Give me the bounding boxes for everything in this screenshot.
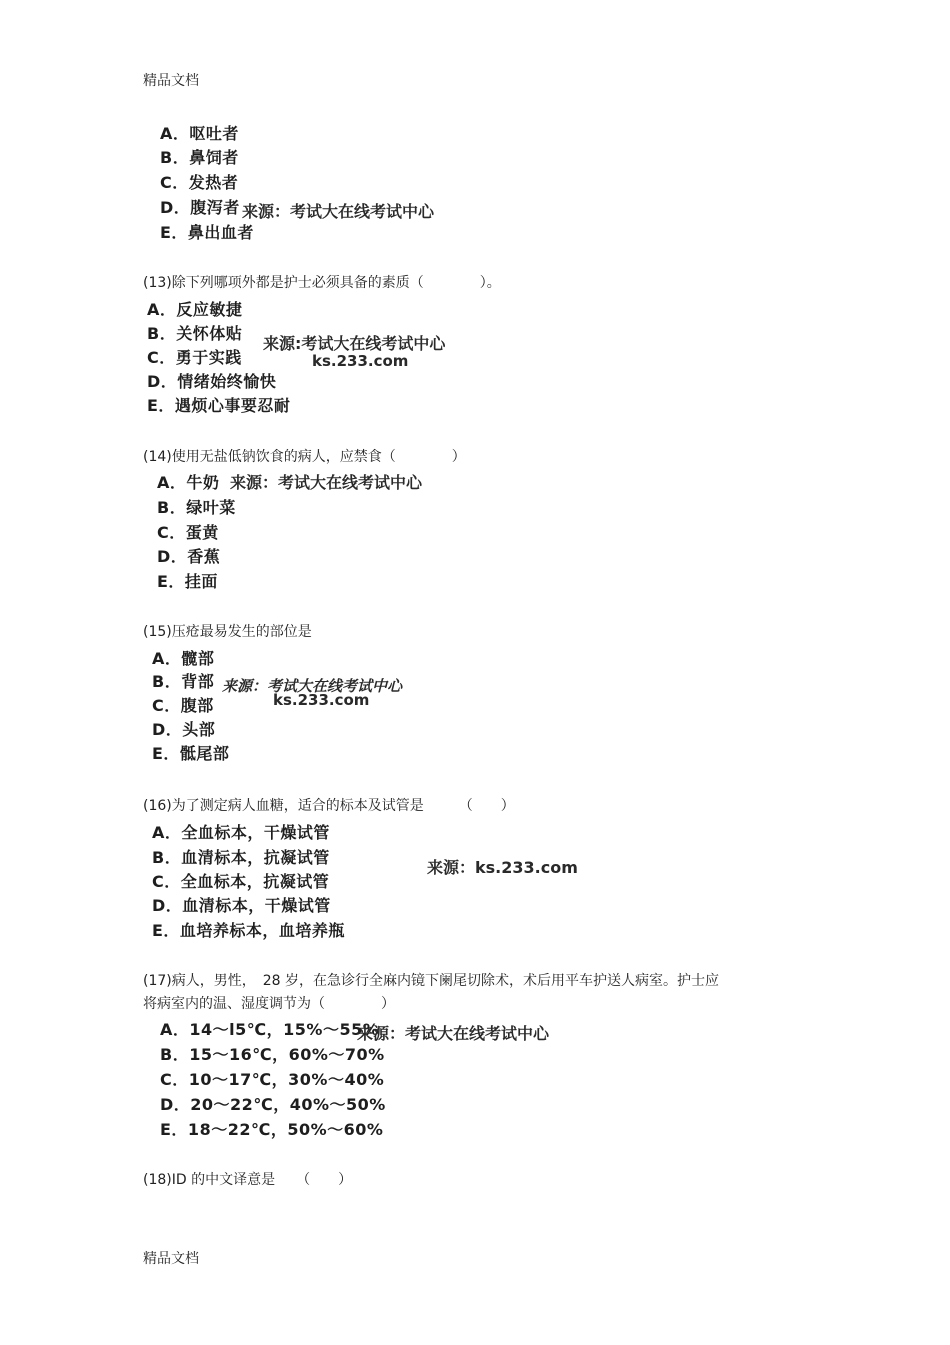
option-d: D．20～22℃，40%～50%: [160, 1095, 386, 1114]
option-c: C．蛋黄: [157, 523, 219, 542]
question-text: (13)除下列哪项外都是护士必须具备的素质（ ）。: [143, 275, 501, 291]
option-d: D．头部: [152, 720, 216, 739]
question-text: (14)使用无盐低钠饮食的病人，应禁食（ ）: [143, 449, 466, 465]
source-watermark: 来源：考试大在线考试中心: [357, 1024, 550, 1043]
option-a: A．牛奶: [157, 473, 220, 492]
option-a: A．反应敏捷: [147, 300, 243, 319]
option-b: B．关怀体贴: [147, 324, 243, 343]
source-watermark: 来源：考试大在线考试中心: [222, 677, 403, 695]
option-d: D．香蕉: [157, 547, 221, 566]
option-e: E．遇烦心事要忍耐: [147, 396, 291, 415]
option-b: B．绿叶菜: [157, 498, 236, 517]
question-text-line-1: (17)病人，男性， 28 岁，在急诊行全麻内镜下阑尾切除术，术后用平车护送人病室。护士应: [143, 973, 720, 989]
option-c: C．10～17℃，30%～40%: [160, 1070, 385, 1089]
question-text: (15)压疮最易发生的部位是: [143, 624, 312, 640]
source-watermark: 来源:考试大在线考试中心: [263, 334, 446, 353]
site-watermark: ks.233.com: [273, 691, 370, 709]
option-e: E．挂面: [157, 572, 218, 591]
source-watermark: 来源：考试大在线考试中心: [242, 202, 435, 221]
page-header: 精品文档: [143, 73, 199, 89]
question-text: (18)ID 的中文译意是 （ ）: [143, 1172, 353, 1188]
question-text-line-2: 将病室内的温、湿度调节为（ ）: [143, 996, 395, 1012]
option-a: A．髋部: [152, 649, 215, 668]
option-d: D．血清标本，干燥试管: [152, 896, 331, 915]
option-a: A．呕吐者: [160, 124, 239, 143]
source-watermark: 来源：ks.233.com: [427, 858, 578, 877]
page-footer: 精品文档: [143, 1251, 199, 1267]
option-c: C．腹部: [152, 696, 214, 715]
option-a: A．14～l5℃，15%～55%: [160, 1020, 380, 1039]
option-d: D．腹泻者: [160, 198, 240, 217]
option-d: D．情绪始终愉快: [147, 372, 277, 391]
site-watermark: ks.233.com: [312, 352, 409, 370]
source-watermark: 来源：考试大在线考试中心: [230, 473, 423, 492]
option-a: A．全血标本，干燥试管: [152, 823, 330, 842]
option-b: B．背部: [152, 672, 215, 691]
question-text: (16)为了测定病人血糖，适合的标本及试管是 （ ）: [143, 798, 515, 814]
option-b: B．鼻饲者: [160, 148, 239, 167]
option-e: E．18～22℃，50%～60%: [160, 1120, 384, 1139]
option-e: E．血培养标本，血培养瓶: [152, 921, 345, 940]
option-c: C．勇于实践: [147, 348, 242, 367]
option-c: C．发热者: [160, 173, 239, 192]
option-e: E．骶尾部: [152, 744, 230, 763]
option-c: C．全血标本，抗凝试管: [152, 872, 330, 891]
option-b: B．15～16℃，60%～70%: [160, 1045, 385, 1064]
option-b: B．血清标本，抗凝试管: [152, 848, 330, 867]
option-e: E．鼻出血者: [160, 223, 254, 242]
